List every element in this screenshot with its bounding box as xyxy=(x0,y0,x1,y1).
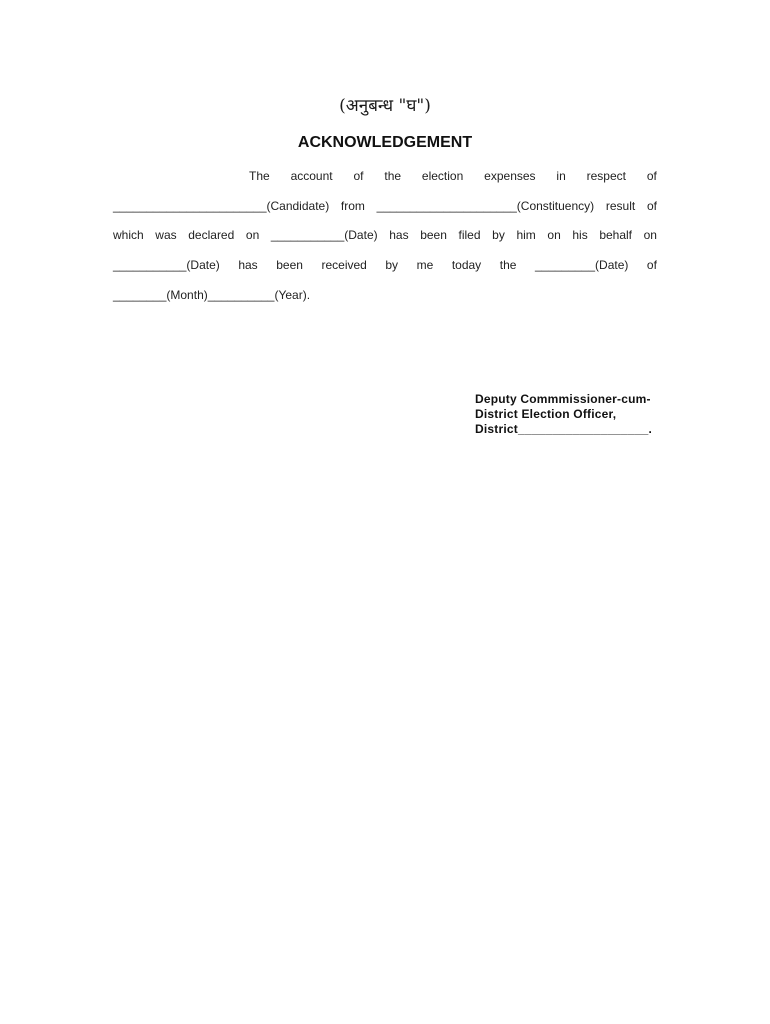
body-word: been xyxy=(276,258,303,272)
body-word: the xyxy=(499,258,517,272)
body-word: in xyxy=(556,169,566,183)
body-word: which xyxy=(113,228,144,242)
body-word: from xyxy=(340,199,365,213)
body-line-4 xyxy=(113,257,657,273)
body-word: was xyxy=(155,228,177,242)
body-word: The xyxy=(249,169,270,183)
annexure-label: (अनुबन्ध "घ") xyxy=(339,96,431,116)
body-word: of xyxy=(353,169,364,183)
body-word: on xyxy=(547,228,561,242)
signatory-district: District___________________. xyxy=(475,422,653,436)
body-word: his xyxy=(572,228,588,242)
body-word: expenses xyxy=(484,169,536,183)
candidate-blank: _______________________(Candidate) xyxy=(113,199,330,213)
body-word: on xyxy=(643,228,657,242)
body-word: has xyxy=(238,258,258,272)
body-line-3 xyxy=(113,227,657,243)
body-word: received xyxy=(321,258,367,272)
body-word: him xyxy=(516,228,536,242)
body-word: the xyxy=(384,169,402,183)
body-word: result xyxy=(605,199,636,213)
body-word: of xyxy=(646,169,657,183)
body-word: account xyxy=(290,169,333,183)
body-word: election xyxy=(421,169,464,183)
body-word: behalf xyxy=(599,228,633,242)
signatory-designation: Deputy Commmissioner-cum- xyxy=(475,392,651,406)
received-date-blank: _________(Date) xyxy=(534,258,629,272)
body-word: by xyxy=(385,258,399,272)
body-word: of xyxy=(646,258,657,272)
declared-date-blank: ___________(Date) xyxy=(270,228,378,242)
body-word: of xyxy=(646,199,657,213)
body-word: declared xyxy=(188,228,235,242)
body-line-2 xyxy=(113,198,657,214)
body-line-1 xyxy=(249,168,657,184)
body-word: today xyxy=(451,258,482,272)
signatory-office: District Election Officer, xyxy=(475,407,617,421)
body-word: filed xyxy=(458,228,481,242)
filed-date-blank: ___________(Date) xyxy=(113,258,220,272)
body-word: by xyxy=(492,228,505,242)
document-title: ACKNOWLEDGEMENT xyxy=(297,134,473,151)
body-word: me xyxy=(416,258,434,272)
body-line-5 xyxy=(113,287,657,303)
body-word: has xyxy=(389,228,409,242)
constituency-blank: _____________________(Constituency) xyxy=(376,199,595,213)
month-year-blank: ________(Month)__________(Year). xyxy=(113,288,311,302)
body-word: been xyxy=(420,228,447,242)
signature-block xyxy=(475,392,665,437)
body-word: on xyxy=(245,228,260,242)
body-word: respect xyxy=(586,169,626,183)
